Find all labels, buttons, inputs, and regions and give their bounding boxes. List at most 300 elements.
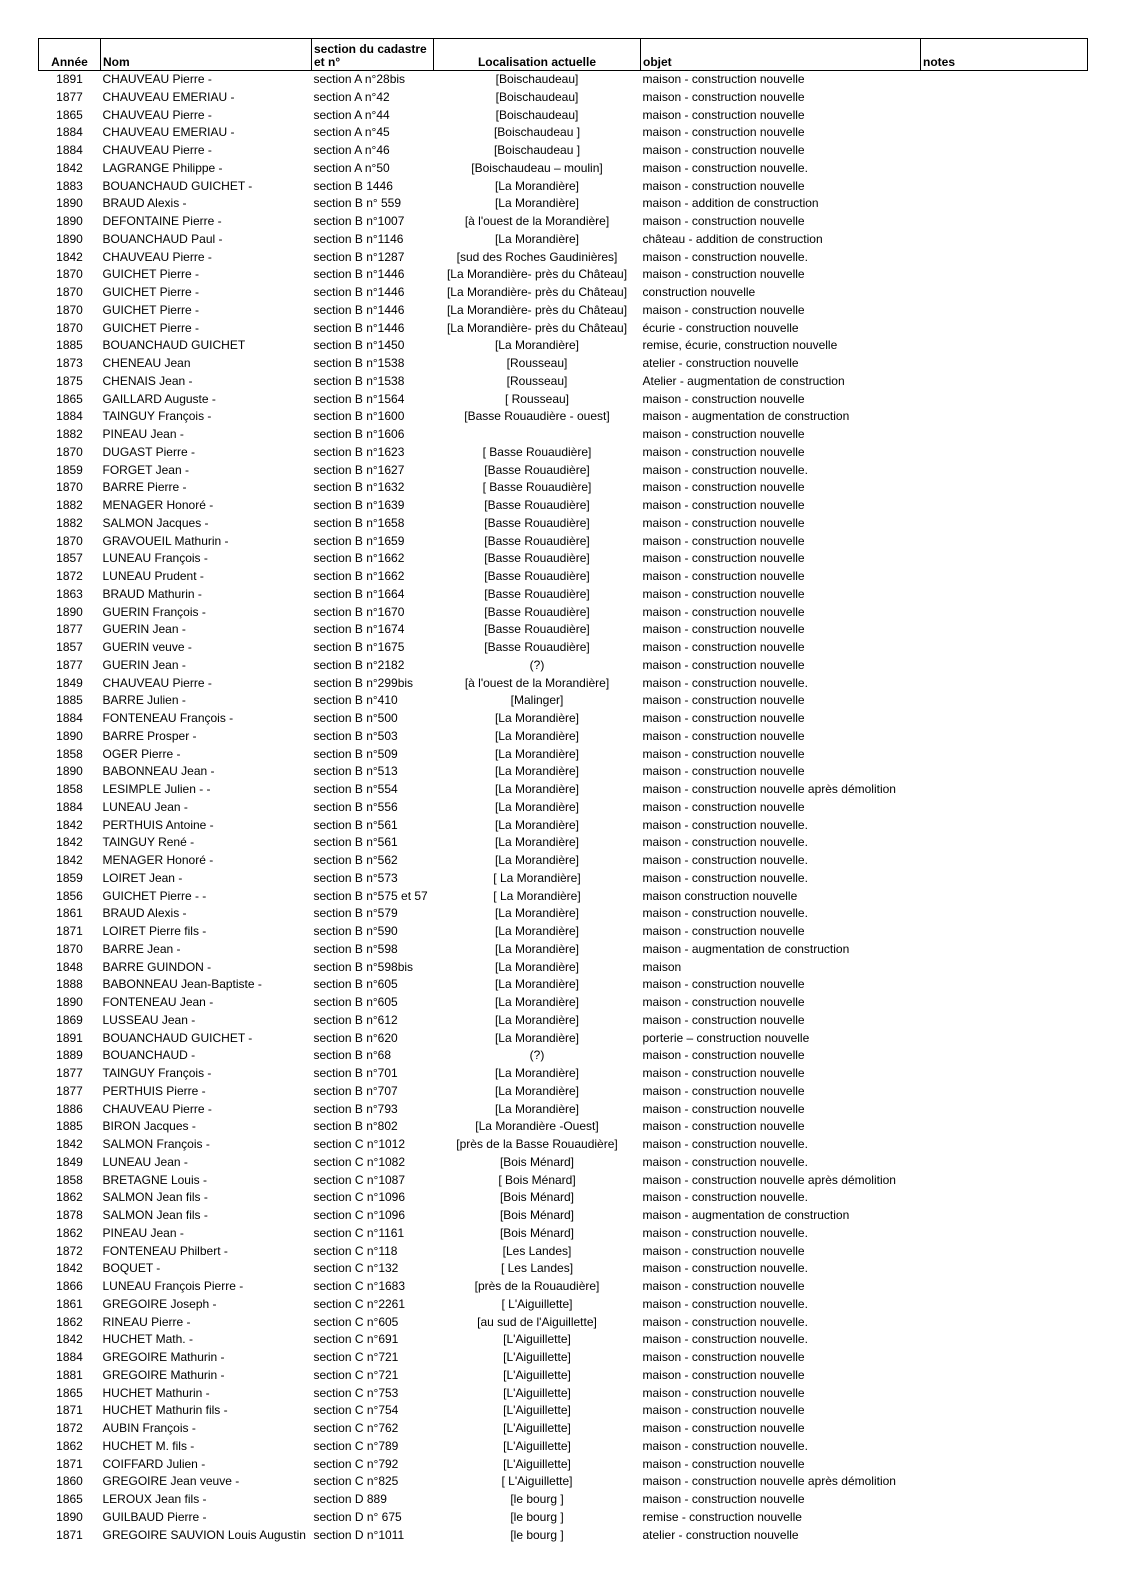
cell-localisation: [La Morandière] bbox=[494, 178, 580, 193]
cell-nom: BARRE Prosper - bbox=[102, 728, 197, 743]
cell-annee: 1860 bbox=[56, 1474, 83, 1489]
table-row bbox=[39, 781, 1088, 799]
cell-section: section B n°500 bbox=[313, 711, 398, 725]
cell-notes bbox=[921, 852, 1088, 870]
cell-notes bbox=[921, 692, 1088, 710]
cell-annee: 1870 bbox=[56, 267, 83, 282]
cell-localisation: [Basse Rouaudière - ouest] bbox=[464, 409, 610, 424]
table-row bbox=[39, 89, 1088, 107]
cell-notes bbox=[921, 586, 1088, 604]
cell-section: section B n°1446 bbox=[313, 302, 405, 317]
cell-nom: DUGAST Pierre - bbox=[102, 444, 195, 459]
cell-annee: 1861 bbox=[56, 906, 83, 921]
cell-section: section B n°1446 bbox=[313, 285, 405, 299]
cell-notes bbox=[921, 710, 1088, 728]
cell-nom: LEROUX Jean fils - bbox=[102, 1492, 207, 1506]
table-row bbox=[39, 852, 1088, 870]
cell-annee: 1890 bbox=[56, 214, 83, 228]
cell-annee: 1857 bbox=[56, 640, 83, 654]
cell-objet: maison - construction nouvelle bbox=[642, 1385, 805, 1400]
table-row bbox=[39, 1349, 1088, 1367]
cell-objet: maison - construction nouvelle bbox=[642, 551, 805, 566]
cell-annee: 1870 bbox=[56, 302, 83, 317]
cell-notes bbox=[921, 71, 1088, 89]
cell-nom: TAINGUY René - bbox=[102, 835, 195, 850]
cell-objet: porterie – construction nouvelle bbox=[642, 1030, 810, 1045]
table-row bbox=[39, 391, 1088, 409]
cell-objet: maison - construction nouvelle bbox=[642, 302, 805, 317]
cell-objet: maison - construction nouvelle bbox=[642, 391, 805, 406]
cell-nom: GREGOIRE Mathurin - bbox=[102, 1350, 225, 1364]
cell-section: section B n°620 bbox=[313, 1030, 398, 1045]
cell-objet: maison - construction nouvelle bbox=[642, 1119, 805, 1134]
cell-localisation: [ L'Aiguillette] bbox=[501, 1296, 573, 1311]
cell-annee: 1884 bbox=[56, 409, 83, 424]
cell-objet: maison - construction nouvelle bbox=[642, 1421, 805, 1435]
cell-nom: BRAUD Alexis - bbox=[102, 196, 187, 211]
cell-objet: maison - construction nouvelle. bbox=[642, 160, 808, 175]
cell-nom: CHAUVEAU Pierre - bbox=[102, 249, 212, 264]
cell-annee: 1884 bbox=[56, 125, 83, 140]
cell-annee: 1870 bbox=[56, 941, 83, 956]
table-row bbox=[39, 1331, 1088, 1349]
cell-notes bbox=[921, 1509, 1088, 1527]
table-row bbox=[39, 817, 1088, 835]
cell-annee: 1856 bbox=[56, 888, 83, 903]
cell-nom: BRAUD Alexis - bbox=[102, 906, 187, 921]
cell-section: section B n°1446 bbox=[313, 320, 405, 335]
cell-notes bbox=[921, 604, 1088, 622]
table-row bbox=[39, 1385, 1088, 1403]
table-row bbox=[39, 1065, 1088, 1083]
cell-notes bbox=[921, 1136, 1088, 1154]
table-row bbox=[39, 834, 1088, 852]
cell-localisation: [La Morandière] bbox=[494, 995, 580, 1009]
cell-notes bbox=[921, 728, 1088, 746]
cell-section: section C n°1096 bbox=[313, 1190, 406, 1205]
cell-objet: maison - construction nouvelle. bbox=[642, 1154, 808, 1169]
table-row bbox=[39, 462, 1088, 480]
cell-annee: 1878 bbox=[56, 1208, 83, 1222]
cell-section: section C n°721 bbox=[313, 1350, 399, 1364]
cell-notes bbox=[921, 923, 1088, 941]
cell-localisation: [La Morandière] bbox=[494, 746, 580, 761]
cell-localisation: [La Morandière] bbox=[494, 977, 580, 992]
cell-objet: maison - construction nouvelle bbox=[642, 657, 805, 672]
cell-nom: CHENAIS Jean - bbox=[102, 373, 193, 388]
cell-annee: 1862 bbox=[56, 1314, 83, 1329]
cell-objet: construction nouvelle bbox=[642, 285, 756, 299]
cell-objet: maison - construction nouvelle bbox=[642, 1012, 805, 1027]
cell-nom: FONTENEAU Jean - bbox=[102, 995, 214, 1009]
table-row bbox=[39, 533, 1088, 551]
cell-section: section B n°1287 bbox=[313, 249, 405, 264]
cell-nom: LOIRET Pierre fils - bbox=[102, 924, 207, 938]
cell-localisation: [Basse Rouaudière] bbox=[484, 622, 590, 637]
cell-annee: 1857 bbox=[56, 551, 83, 566]
cell-localisation: [le bourg ] bbox=[510, 1509, 564, 1524]
table-row bbox=[39, 1012, 1088, 1030]
cell-section: section B n°410 bbox=[313, 693, 398, 708]
cell-notes bbox=[921, 497, 1088, 515]
cell-annee: 1881 bbox=[56, 1367, 83, 1382]
header-objet: objet bbox=[641, 39, 921, 71]
cell-annee: 1862 bbox=[56, 1225, 83, 1240]
table-row bbox=[39, 142, 1088, 160]
table-row bbox=[39, 1509, 1088, 1527]
cell-objet: maison - construction nouvelle après démolition bbox=[642, 1172, 896, 1187]
table-row bbox=[39, 1473, 1088, 1491]
table-row bbox=[39, 586, 1088, 604]
table-row bbox=[39, 1101, 1088, 1119]
cell-section: section A n°45 bbox=[313, 125, 390, 140]
cell-annee: 1890 bbox=[56, 728, 83, 743]
cell-notes bbox=[921, 160, 1088, 178]
cell-notes bbox=[921, 1402, 1088, 1420]
table-row bbox=[39, 284, 1088, 302]
table-row bbox=[39, 621, 1088, 639]
cell-localisation: [Boischaudeau ] bbox=[493, 143, 581, 157]
cell-nom: LAGRANGE Philippe - bbox=[102, 160, 223, 175]
cell-section: section C n°132 bbox=[313, 1261, 399, 1276]
cell-nom: PINEAU Jean - bbox=[102, 1225, 184, 1240]
cell-nom: SALMON Jean fils - bbox=[102, 1208, 208, 1222]
cell-objet: maison - construction nouvelle bbox=[642, 267, 805, 282]
cell-notes bbox=[921, 1047, 1088, 1065]
cell-notes bbox=[921, 1367, 1088, 1385]
cell-annee: 1882 bbox=[56, 498, 83, 512]
cell-annee: 1891 bbox=[56, 1030, 83, 1045]
cell-objet: maison - construction nouvelle bbox=[642, 1367, 805, 1382]
cell-notes bbox=[921, 444, 1088, 462]
cell-notes bbox=[921, 479, 1088, 497]
cell-objet: maison - construction nouvelle. bbox=[642, 906, 808, 921]
cell-annee: 1890 bbox=[56, 604, 83, 619]
cell-localisation: [Malinger] bbox=[510, 693, 564, 708]
cell-notes bbox=[921, 1243, 1088, 1261]
cell-objet: maison - construction nouvelle. bbox=[642, 870, 808, 885]
cell-objet: maison - construction nouvelle. bbox=[642, 1190, 808, 1205]
cell-notes bbox=[921, 1260, 1088, 1278]
cell-section: section A n°46 bbox=[313, 143, 390, 157]
cell-nom: TAINGUY François - bbox=[102, 1066, 212, 1080]
cell-objet: maison - construction nouvelle bbox=[642, 799, 805, 814]
cell-localisation: [Basse Rouaudière] bbox=[484, 515, 590, 530]
cell-nom: SALMON Jacques - bbox=[102, 515, 209, 530]
cell-nom: PINEAU Jean - bbox=[102, 427, 184, 441]
cell-nom: GUERIN Jean - bbox=[102, 657, 186, 672]
table-row bbox=[39, 692, 1088, 710]
cell-notes bbox=[921, 675, 1088, 693]
table-row bbox=[39, 941, 1088, 959]
table-row bbox=[39, 905, 1088, 923]
cell-section: section B n°556 bbox=[313, 799, 398, 814]
table-row bbox=[39, 1030, 1088, 1048]
cell-localisation: [Basse Rouaudière] bbox=[484, 586, 590, 601]
cell-objet: remise - construction nouvelle bbox=[642, 1509, 802, 1524]
cell-section: section B n°1675 bbox=[313, 640, 405, 654]
cell-nom: HUCHET Mathurin - bbox=[102, 1385, 210, 1400]
cell-objet: maison - construction nouvelle. bbox=[642, 462, 808, 477]
cell-nom: BOQUET - bbox=[102, 1261, 161, 1276]
cell-localisation: [La Morandière] bbox=[494, 196, 580, 211]
cell-localisation: [La Morandière- près du Château] bbox=[446, 285, 628, 299]
cell-objet: maison - construction nouvelle. bbox=[642, 1261, 808, 1276]
cell-localisation: [Boischaudeau – moulin] bbox=[471, 160, 603, 175]
cell-notes bbox=[921, 107, 1088, 125]
cell-nom: FORGET Jean - bbox=[102, 462, 189, 477]
cell-objet: maison - construction nouvelle bbox=[642, 427, 805, 441]
cell-annee: 1877 bbox=[56, 89, 83, 104]
cell-notes bbox=[921, 1118, 1088, 1136]
cell-objet: maison - construction nouvelle bbox=[642, 977, 805, 992]
cell-notes bbox=[921, 959, 1088, 977]
cell-localisation: [La Morandière] bbox=[494, 728, 580, 743]
cell-section: section C n°753 bbox=[313, 1385, 399, 1400]
cell-objet: maison - construction nouvelle bbox=[642, 1083, 805, 1098]
cell-annee: 1877 bbox=[56, 622, 83, 637]
cell-annee: 1877 bbox=[56, 1066, 83, 1080]
cell-localisation: [ Les Landes] bbox=[500, 1261, 574, 1276]
cell-objet: maison - construction nouvelle bbox=[642, 728, 805, 743]
cell-notes bbox=[921, 834, 1088, 852]
cell-section: section B n°1674 bbox=[313, 622, 405, 637]
cell-nom: HUCHET Mathurin fils - bbox=[102, 1403, 228, 1418]
table-row bbox=[39, 728, 1088, 746]
cell-section: section C n°605 bbox=[313, 1314, 399, 1329]
cell-annee: 1842 bbox=[56, 249, 83, 264]
cell-notes bbox=[921, 1349, 1088, 1367]
cell-annee: 1890 bbox=[56, 196, 83, 211]
cell-objet: maison - construction nouvelle bbox=[642, 622, 805, 637]
cell-annee: 1890 bbox=[56, 231, 83, 246]
cell-notes bbox=[921, 337, 1088, 355]
cell-annee: 1842 bbox=[56, 853, 83, 867]
cell-objet: maison - construction nouvelle. bbox=[642, 1438, 808, 1453]
cell-objet: maison - construction nouvelle bbox=[642, 924, 805, 938]
cell-section: section C n°1096 bbox=[313, 1208, 406, 1222]
cell-notes bbox=[921, 426, 1088, 444]
cell-notes bbox=[921, 817, 1088, 835]
cell-objet: maison - construction nouvelle. bbox=[642, 675, 808, 690]
cell-localisation: [La Morandière- près du Château] bbox=[446, 302, 628, 317]
cell-annee: 1863 bbox=[56, 586, 83, 601]
cell-objet: maison - construction nouvelle bbox=[642, 1456, 805, 1471]
cell-notes bbox=[921, 1296, 1088, 1314]
cell-objet: maison - construction nouvelle. bbox=[642, 835, 808, 850]
cell-section: section B n°573 bbox=[313, 870, 398, 885]
cell-annee: 1842 bbox=[56, 160, 83, 175]
cell-objet: atelier - construction nouvelle bbox=[642, 1527, 799, 1542]
cell-section: section B n°612 bbox=[313, 1012, 398, 1027]
cell-localisation: [L'Aiguillette] bbox=[503, 1421, 571, 1435]
cell-nom: GRAVOUEIL Mathurin - bbox=[102, 533, 229, 548]
table-row bbox=[39, 302, 1088, 320]
table-row bbox=[39, 1456, 1088, 1474]
cell-section: section B n°701 bbox=[313, 1066, 398, 1080]
cell-section: section B n°2182 bbox=[313, 657, 405, 672]
table-row bbox=[39, 107, 1088, 125]
table-row bbox=[39, 479, 1088, 497]
cell-annee: 1883 bbox=[56, 178, 83, 193]
cell-section: section B n°575 et 57 bbox=[313, 888, 428, 903]
cell-localisation: [Les Landes] bbox=[502, 1243, 572, 1258]
cell-localisation: [ L'Aiguillette] bbox=[501, 1474, 573, 1489]
cell-section: section B 1446 bbox=[313, 178, 393, 193]
cell-section: section B n°1627 bbox=[313, 462, 405, 477]
cell-section: section B n°503 bbox=[313, 728, 398, 743]
cell-notes bbox=[921, 178, 1088, 196]
cell-localisation: [Rousseau] bbox=[506, 356, 568, 370]
header-notes: notes bbox=[921, 39, 1088, 71]
cell-annee: 1890 bbox=[56, 1509, 83, 1524]
cell-nom: FONTENEAU Philbert - bbox=[102, 1243, 228, 1258]
cell-annee: 1885 bbox=[56, 1119, 83, 1134]
cell-annee: 1870 bbox=[56, 444, 83, 459]
cell-localisation: [ La Morandière] bbox=[493, 870, 581, 885]
cell-annee: 1871 bbox=[56, 1456, 83, 1471]
cell-section: section B n°1639 bbox=[313, 498, 405, 512]
cell-section: section B n°1007 bbox=[313, 214, 405, 228]
cell-nom: MENAGER Honoré - bbox=[102, 853, 214, 867]
table-row bbox=[39, 320, 1088, 338]
cell-objet: maison - construction nouvelle bbox=[642, 1243, 805, 1258]
cell-objet: maison - construction nouvelle bbox=[642, 1279, 805, 1293]
cell-notes bbox=[921, 621, 1088, 639]
cell-annee: 1885 bbox=[56, 693, 83, 708]
cell-localisation: [L'Aiguillette] bbox=[503, 1438, 571, 1453]
cell-annee: 1884 bbox=[56, 1350, 83, 1364]
cell-notes bbox=[921, 462, 1088, 480]
cell-objet: maison - augmentation de construction bbox=[642, 409, 850, 424]
cell-section: section B n°1670 bbox=[313, 604, 405, 619]
cell-annee: 1870 bbox=[56, 285, 83, 299]
cell-notes bbox=[921, 373, 1088, 391]
cell-notes bbox=[921, 1491, 1088, 1509]
cell-notes bbox=[921, 941, 1088, 959]
cell-notes bbox=[921, 533, 1088, 551]
cell-localisation: [La Morandière] bbox=[494, 1030, 580, 1045]
cell-notes bbox=[921, 142, 1088, 160]
cell-section: section C n°762 bbox=[313, 1421, 399, 1435]
cell-objet: maison - construction nouvelle bbox=[642, 586, 805, 601]
cell-annee: 1842 bbox=[56, 1261, 83, 1276]
table-row bbox=[39, 1314, 1088, 1332]
cell-annee: 1842 bbox=[56, 835, 83, 850]
cell-notes bbox=[921, 1438, 1088, 1456]
cell-annee: 1865 bbox=[56, 1385, 83, 1400]
cell-objet: maison - construction nouvelle bbox=[642, 533, 805, 548]
cell-notes bbox=[921, 1030, 1088, 1048]
cell-nom: BARRE Julien - bbox=[102, 693, 186, 708]
cell-objet: maison - construction nouvelle bbox=[642, 143, 805, 157]
table-row bbox=[39, 1278, 1088, 1296]
cell-notes bbox=[921, 213, 1088, 231]
cell-notes bbox=[921, 1385, 1088, 1403]
cell-annee: 1849 bbox=[56, 675, 83, 690]
cell-nom: LOIRET Jean - bbox=[102, 870, 183, 885]
cell-nom: BRETAGNE Louis - bbox=[102, 1172, 207, 1187]
cell-notes bbox=[921, 994, 1088, 1012]
cell-annee: 1884 bbox=[56, 143, 83, 157]
table-row bbox=[39, 426, 1088, 444]
cell-objet: atelier - construction nouvelle bbox=[642, 356, 799, 370]
cell-localisation: [Basse Rouaudière] bbox=[484, 551, 590, 566]
cell-localisation: [La Morandière] bbox=[494, 782, 580, 796]
cell-section: section C n°1082 bbox=[313, 1154, 406, 1169]
cell-section: section A n°42 bbox=[313, 89, 390, 104]
cell-annee: 1890 bbox=[56, 995, 83, 1009]
table-row bbox=[39, 1527, 1088, 1545]
header-row bbox=[39, 39, 1088, 71]
cell-notes bbox=[921, 1154, 1088, 1172]
cell-localisation: [La Morandière] bbox=[494, 1012, 580, 1027]
cell-localisation: [La Morandière] bbox=[494, 835, 580, 850]
cell-objet: maison - construction nouvelle bbox=[642, 1350, 805, 1364]
cell-nom: OGER Pierre - bbox=[102, 746, 181, 761]
table-body bbox=[39, 71, 1088, 1545]
cell-nom: GUERIN Jean - bbox=[102, 622, 186, 637]
cell-objet: maison - construction nouvelle bbox=[642, 746, 805, 761]
cell-localisation bbox=[434, 426, 641, 444]
cell-section: section B n°561 bbox=[313, 817, 398, 832]
cell-annee: 1849 bbox=[56, 1154, 83, 1169]
cell-annee: 1859 bbox=[56, 870, 83, 885]
cell-annee: 1886 bbox=[56, 1101, 83, 1116]
cell-objet: maison - construction nouvelle bbox=[642, 515, 805, 530]
cell-nom: BOUANCHAUD GUICHET - bbox=[102, 1030, 253, 1045]
cell-section: section B n°1450 bbox=[313, 338, 405, 353]
cell-nom: GREGOIRE SAUVION Louis Augustin bbox=[102, 1527, 306, 1542]
cell-nom: LESIMPLE Julien - - bbox=[102, 782, 211, 796]
table-row bbox=[39, 1402, 1088, 1420]
cell-notes bbox=[921, 976, 1088, 994]
cell-localisation: [près de la Rouaudière] bbox=[474, 1279, 600, 1293]
cell-localisation: [L'Aiguillette] bbox=[503, 1367, 571, 1382]
table-row bbox=[39, 373, 1088, 391]
cell-notes bbox=[921, 1473, 1088, 1491]
cell-localisation: [à l'ouest de la Morandière] bbox=[464, 675, 610, 690]
cell-localisation: [L'Aiguillette] bbox=[503, 1350, 571, 1364]
cell-nom: BARRE GUINDON - bbox=[102, 959, 212, 974]
table-row bbox=[39, 124, 1088, 142]
table-row bbox=[39, 444, 1088, 462]
cell-nom: LUNEAU Jean - bbox=[102, 799, 188, 814]
cell-objet: maison - construction nouvelle bbox=[642, 764, 805, 779]
cell-objet: écurie - construction nouvelle bbox=[642, 320, 799, 335]
cell-section: section B n°1623 bbox=[313, 444, 405, 459]
cell-annee: 1862 bbox=[56, 1438, 83, 1453]
header-nom: Nom bbox=[101, 39, 312, 71]
cell-localisation: [Basse Rouaudière] bbox=[484, 569, 590, 583]
table-row bbox=[39, 1118, 1088, 1136]
cell-annee: 1842 bbox=[56, 1332, 83, 1347]
cell-objet: maison - addition de construction bbox=[642, 196, 819, 211]
cell-localisation: [Boischaudeau] bbox=[495, 72, 579, 86]
cell-objet: remise, écurie, construction nouvelle bbox=[642, 338, 838, 353]
cell-objet: maison construction nouvelle bbox=[642, 888, 798, 903]
cell-annee: 1885 bbox=[56, 338, 83, 353]
cell-section: section B n°1664 bbox=[313, 586, 405, 601]
cell-localisation: [près de la Basse Rouaudière] bbox=[456, 1137, 618, 1151]
table-row bbox=[39, 1189, 1088, 1207]
cell-notes bbox=[921, 1314, 1088, 1332]
cell-objet: maison - construction nouvelle bbox=[642, 1048, 805, 1063]
cell-localisation: [Basse Rouaudière] bbox=[484, 462, 590, 477]
cell-section: section B n°605 bbox=[313, 977, 398, 992]
cell-section: section B n°1606 bbox=[313, 427, 405, 441]
cell-section: section B n°1632 bbox=[313, 480, 405, 495]
